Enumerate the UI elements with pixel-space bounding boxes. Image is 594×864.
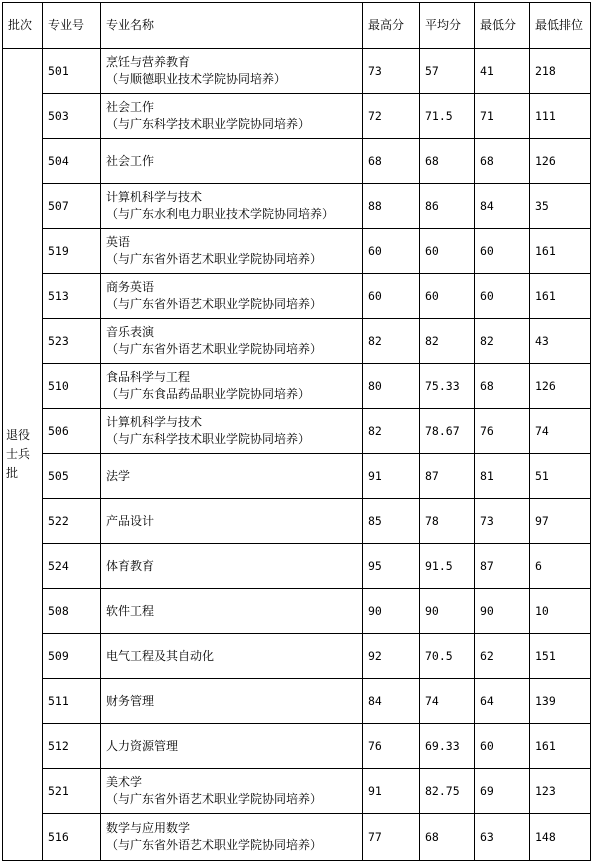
major-name-cell xyxy=(101,94,363,139)
min-rank-cell-value: 74 xyxy=(535,423,549,438)
min-score-cell-value: 90 xyxy=(480,603,494,618)
major-cooperation-note: （与广东食品药品职业学院协同培养） xyxy=(106,387,311,401)
major-name-cell xyxy=(101,49,363,94)
table-body xyxy=(3,49,591,861)
major-code-cell-value: 509 xyxy=(48,648,69,663)
table-row xyxy=(3,409,591,454)
avg-score-cell-value: 60 xyxy=(425,243,439,258)
avg-score-cell xyxy=(420,319,475,364)
avg-score-cell-value: 68 xyxy=(425,829,439,844)
major-code-cell xyxy=(43,769,101,814)
min-score-cell xyxy=(475,454,530,499)
max-score-cell xyxy=(363,724,420,769)
avg-score-cell-value: 82 xyxy=(425,333,439,348)
table-row xyxy=(3,184,591,229)
major-code-cell-value: 501 xyxy=(48,63,69,78)
max-score-cell-value: 80 xyxy=(368,378,382,393)
major-name: 英语 xyxy=(106,235,131,249)
major-name: 软件工程 xyxy=(106,603,155,618)
max-score-cell xyxy=(363,274,420,319)
major-code-cell-value: 523 xyxy=(48,333,69,348)
major-code-cell xyxy=(43,49,101,94)
major-name-cell xyxy=(101,454,363,499)
min-rank-cell-value: 126 xyxy=(535,378,556,393)
min-rank-cell-value: 97 xyxy=(535,513,549,528)
min-rank-cell-value: 151 xyxy=(535,648,556,663)
avg-score-cell xyxy=(420,589,475,634)
min-rank-cell xyxy=(530,229,591,274)
major-name-cell xyxy=(101,139,363,184)
major-name: 电气工程及其自动化 xyxy=(106,648,215,663)
table-header-row xyxy=(3,3,591,49)
major-name-cell xyxy=(101,724,363,769)
max-score-cell-value: 76 xyxy=(368,738,382,753)
min-score-cell xyxy=(475,319,530,364)
min-rank-cell xyxy=(530,544,591,589)
table-row xyxy=(3,544,591,589)
major-cooperation-note: （与广东水利电力职业技术学院协同培养） xyxy=(106,207,335,221)
min-rank-cell xyxy=(530,184,591,229)
major-cooperation-note: （与广东省外语艺术职业学院协同培养） xyxy=(106,297,323,311)
major-name-cell xyxy=(101,319,363,364)
max-score-cell-value: 73 xyxy=(368,63,382,78)
avg-score-cell xyxy=(420,724,475,769)
max-score-cell xyxy=(363,139,420,184)
min-rank-cell xyxy=(530,589,591,634)
major-name-cell xyxy=(101,544,363,589)
min-rank-cell xyxy=(530,724,591,769)
avg-score-cell-value: 82.75 xyxy=(425,783,460,798)
major-name: 财务管理 xyxy=(106,693,155,708)
major-code-cell xyxy=(43,319,101,364)
major-code-cell-value: 522 xyxy=(48,513,69,528)
table-row xyxy=(3,229,591,274)
avg-score-cell-value: 60 xyxy=(425,288,439,303)
min-rank-cell-value: 161 xyxy=(535,738,556,753)
min-rank-cell xyxy=(530,499,591,544)
min-score-cell xyxy=(475,814,530,861)
major-cooperation-note: （与广东省外语艺术职业学院协同培养） xyxy=(106,342,323,356)
major-code-cell-value: 521 xyxy=(48,783,69,798)
max-score-cell-value: 60 xyxy=(368,288,382,303)
max-score-cell-value: 68 xyxy=(368,153,382,168)
avg-score-cell xyxy=(420,184,475,229)
major-code-cell xyxy=(43,589,101,634)
max-score-cell-value: 84 xyxy=(368,693,382,708)
avg-score-cell-value: 71.5 xyxy=(425,108,453,123)
min-score-cell-value: 73 xyxy=(480,513,494,528)
min-score-cell xyxy=(475,724,530,769)
header-avg-score: 平均分 xyxy=(420,3,475,49)
max-score-cell-value: 82 xyxy=(368,333,382,348)
max-score-cell xyxy=(363,499,420,544)
avg-score-cell-value: 90 xyxy=(425,603,439,618)
min-score-cell-value: 76 xyxy=(480,423,494,438)
header-major-code: 专业号 xyxy=(43,3,101,49)
max-score-cell xyxy=(363,229,420,274)
avg-score-cell xyxy=(420,94,475,139)
table-row xyxy=(3,589,591,634)
major-code-cell-value: 507 xyxy=(48,198,69,213)
table-row xyxy=(3,319,591,364)
major-name: 人力资源管理 xyxy=(106,738,179,753)
min-score-cell-value: 82 xyxy=(480,333,494,348)
major-code-cell xyxy=(43,139,101,184)
header-batch: 批次 xyxy=(3,3,43,49)
min-score-cell-value: 68 xyxy=(480,153,494,168)
min-rank-cell-value: 51 xyxy=(535,468,549,483)
major-name-cell xyxy=(101,409,363,454)
major-code-cell-value: 519 xyxy=(48,243,69,258)
major-cooperation-note: （与广东省外语艺术职业学院协同培养） xyxy=(106,252,323,266)
major-code-cell-value: 504 xyxy=(48,153,69,168)
min-rank-cell-value: 148 xyxy=(535,829,556,844)
avg-score-cell xyxy=(420,49,475,94)
max-score-cell-value: 77 xyxy=(368,829,382,844)
major-name-cell xyxy=(101,814,363,861)
table-row xyxy=(3,94,591,139)
major-name: 商务英语 xyxy=(106,280,155,294)
min-rank-cell xyxy=(530,814,591,861)
min-score-cell-value: 62 xyxy=(480,648,494,663)
admission-score-table xyxy=(2,2,591,861)
avg-score-cell-value: 87 xyxy=(425,468,439,483)
major-name-cell xyxy=(101,679,363,724)
major-cooperation-note: （与广东省外语艺术职业学院协同培养） xyxy=(106,792,323,806)
max-score-cell-value: 92 xyxy=(368,648,382,663)
max-score-cell xyxy=(363,769,420,814)
major-name: 体育教育 xyxy=(106,558,155,573)
min-rank-cell-value: 161 xyxy=(535,288,556,303)
major-name-cell xyxy=(101,769,363,814)
min-score-cell-value: 87 xyxy=(480,558,494,573)
min-score-cell xyxy=(475,589,530,634)
min-rank-cell xyxy=(530,94,591,139)
max-score-cell-value: 91 xyxy=(368,468,382,483)
min-rank-cell xyxy=(530,454,591,499)
avg-score-cell xyxy=(420,544,475,589)
min-rank-cell-value: 10 xyxy=(535,603,549,618)
avg-score-cell-value: 70.5 xyxy=(425,648,453,663)
major-name: 计算机科学与技术 xyxy=(106,190,203,204)
table-row xyxy=(3,634,591,679)
avg-score-cell xyxy=(420,769,475,814)
max-score-cell-value: 85 xyxy=(368,513,382,528)
min-score-cell xyxy=(475,364,530,409)
max-score-cell xyxy=(363,184,420,229)
max-score-cell-value: 60 xyxy=(368,243,382,258)
min-score-cell xyxy=(475,94,530,139)
min-score-cell-value: 60 xyxy=(480,738,494,753)
min-score-cell-value: 81 xyxy=(480,468,494,483)
major-cooperation-note: （与广东科学技术职业学院协同培养） xyxy=(106,117,311,131)
min-rank-cell xyxy=(530,679,591,724)
major-code-cell-value: 524 xyxy=(48,558,69,573)
min-score-cell xyxy=(475,769,530,814)
max-score-cell xyxy=(363,49,420,94)
max-score-cell-value: 82 xyxy=(368,423,382,438)
min-score-cell-value: 71 xyxy=(480,108,494,123)
min-rank-cell-value: 35 xyxy=(535,198,549,213)
major-name-cell xyxy=(101,229,363,274)
major-name: 社会工作 xyxy=(106,153,155,168)
min-rank-cell-value: 123 xyxy=(535,783,556,798)
avg-score-cell xyxy=(420,814,475,861)
avg-score-cell xyxy=(420,679,475,724)
major-name-cell xyxy=(101,589,363,634)
major-name: 社会工作 xyxy=(106,100,155,114)
major-name: 食品科学与工程 xyxy=(106,370,191,384)
major-code-cell xyxy=(43,94,101,139)
major-name: 音乐表演 xyxy=(106,325,155,339)
major-cooperation-note: （与广东省外语艺术职业学院协同培养） xyxy=(106,838,323,852)
min-rank-cell xyxy=(530,49,591,94)
header-min-rank: 最低排位 xyxy=(530,3,591,49)
major-code-cell xyxy=(43,229,101,274)
min-rank-cell xyxy=(530,409,591,454)
max-score-cell xyxy=(363,409,420,454)
table-row xyxy=(3,274,591,319)
table-row xyxy=(3,814,591,861)
min-rank-cell xyxy=(530,769,591,814)
max-score-cell-value: 72 xyxy=(368,108,382,123)
avg-score-cell xyxy=(420,229,475,274)
major-code-cell-value: 510 xyxy=(48,378,69,393)
major-code-cell xyxy=(43,724,101,769)
major-cooperation-note: （与顺德职业技术学院协同培养） xyxy=(106,72,287,86)
header-major-name: 专业名称 xyxy=(101,3,363,49)
table-row xyxy=(3,454,591,499)
table-row xyxy=(3,49,591,94)
major-code-cell-value: 506 xyxy=(48,423,69,438)
major-code-cell xyxy=(43,814,101,861)
min-score-cell xyxy=(475,184,530,229)
avg-score-cell xyxy=(420,139,475,184)
max-score-cell xyxy=(363,454,420,499)
min-score-cell-value: 69 xyxy=(480,783,494,798)
min-score-cell-value: 60 xyxy=(480,288,494,303)
avg-score-cell-value: 74 xyxy=(425,693,439,708)
avg-score-cell-value: 86 xyxy=(425,198,439,213)
min-score-cell-value: 84 xyxy=(480,198,494,213)
min-score-cell-value: 60 xyxy=(480,243,494,258)
min-score-cell-value: 41 xyxy=(480,63,494,78)
major-name-cell xyxy=(101,274,363,319)
min-rank-cell xyxy=(530,139,591,184)
min-rank-cell xyxy=(530,364,591,409)
avg-score-cell xyxy=(420,454,475,499)
max-score-cell xyxy=(363,544,420,589)
major-name: 数学与应用数学 xyxy=(106,821,191,835)
major-code-cell xyxy=(43,499,101,544)
min-score-cell-value: 63 xyxy=(480,829,494,844)
major-code-cell-value: 505 xyxy=(48,468,69,483)
min-rank-cell-value: 111 xyxy=(535,108,556,123)
avg-score-cell-value: 57 xyxy=(425,63,439,78)
major-name-cell xyxy=(101,184,363,229)
avg-score-cell xyxy=(420,274,475,319)
major-name: 美术学 xyxy=(106,775,143,789)
avg-score-cell xyxy=(420,634,475,679)
min-rank-cell xyxy=(530,634,591,679)
min-score-cell xyxy=(475,499,530,544)
major-code-cell-value: 516 xyxy=(48,829,69,844)
table-row xyxy=(3,364,591,409)
major-name: 产品设计 xyxy=(106,513,155,528)
min-score-cell-value: 64 xyxy=(480,693,494,708)
major-code-cell xyxy=(43,409,101,454)
header-max-score: 最高分 xyxy=(363,3,420,49)
major-name: 法学 xyxy=(106,468,131,483)
table-row xyxy=(3,679,591,724)
max-score-cell xyxy=(363,679,420,724)
min-rank-cell-value: 6 xyxy=(535,558,542,573)
major-code-cell xyxy=(43,364,101,409)
min-score-cell xyxy=(475,679,530,724)
max-score-cell-value: 95 xyxy=(368,558,382,573)
max-score-cell xyxy=(363,634,420,679)
max-score-cell-value: 88 xyxy=(368,198,382,213)
avg-score-cell-value: 78 xyxy=(425,513,439,528)
min-score-cell xyxy=(475,49,530,94)
min-rank-cell-value: 218 xyxy=(535,63,556,78)
min-rank-cell-value: 139 xyxy=(535,693,556,708)
major-code-cell xyxy=(43,634,101,679)
min-score-cell xyxy=(475,634,530,679)
min-score-cell xyxy=(475,229,530,274)
min-rank-cell-value: 161 xyxy=(535,243,556,258)
table-row xyxy=(3,724,591,769)
major-name-cell xyxy=(101,634,363,679)
major-code-cell xyxy=(43,274,101,319)
avg-score-cell xyxy=(420,409,475,454)
major-code-cell xyxy=(43,184,101,229)
max-score-cell xyxy=(363,364,420,409)
major-code-cell xyxy=(43,454,101,499)
max-score-cell-value: 90 xyxy=(368,603,382,618)
major-name: 烹饪与营养教育 xyxy=(106,55,191,69)
min-rank-cell xyxy=(530,319,591,364)
avg-score-cell-value: 75.33 xyxy=(425,378,460,393)
avg-score-cell-value: 68 xyxy=(425,153,439,168)
min-score-cell xyxy=(475,139,530,184)
major-code-cell-value: 508 xyxy=(48,603,69,618)
min-score-cell-value: 68 xyxy=(480,378,494,393)
min-rank-cell xyxy=(530,274,591,319)
header-min-score: 最低分 xyxy=(475,3,530,49)
major-code-cell xyxy=(43,544,101,589)
avg-score-cell xyxy=(420,364,475,409)
max-score-cell xyxy=(363,814,420,861)
max-score-cell xyxy=(363,589,420,634)
avg-score-cell-value: 78.67 xyxy=(425,423,460,438)
major-name-cell xyxy=(101,364,363,409)
max-score-cell xyxy=(363,319,420,364)
max-score-cell xyxy=(363,94,420,139)
min-rank-cell-value: 43 xyxy=(535,333,549,348)
min-score-cell xyxy=(475,274,530,319)
avg-score-cell xyxy=(420,499,475,544)
min-rank-cell-value: 126 xyxy=(535,153,556,168)
table-row xyxy=(3,499,591,544)
table-row xyxy=(3,769,591,814)
max-score-cell-value: 91 xyxy=(368,783,382,798)
major-code-cell-value: 503 xyxy=(48,108,69,123)
table-row xyxy=(3,139,591,184)
min-score-cell xyxy=(475,409,530,454)
min-score-cell xyxy=(475,544,530,589)
batch-cell: 退役士兵批 xyxy=(3,49,43,861)
avg-score-cell-value: 91.5 xyxy=(425,558,453,573)
major-code-cell-value: 512 xyxy=(48,738,69,753)
avg-score-cell-value: 69.33 xyxy=(425,738,460,753)
major-code-cell-value: 511 xyxy=(48,693,69,708)
major-name: 计算机科学与技术 xyxy=(106,415,203,429)
major-code-cell xyxy=(43,679,101,724)
major-code-cell-value: 513 xyxy=(48,288,69,303)
major-cooperation-note: （与广东科学技术职业学院协同培养） xyxy=(106,432,311,446)
major-name-cell xyxy=(101,499,363,544)
